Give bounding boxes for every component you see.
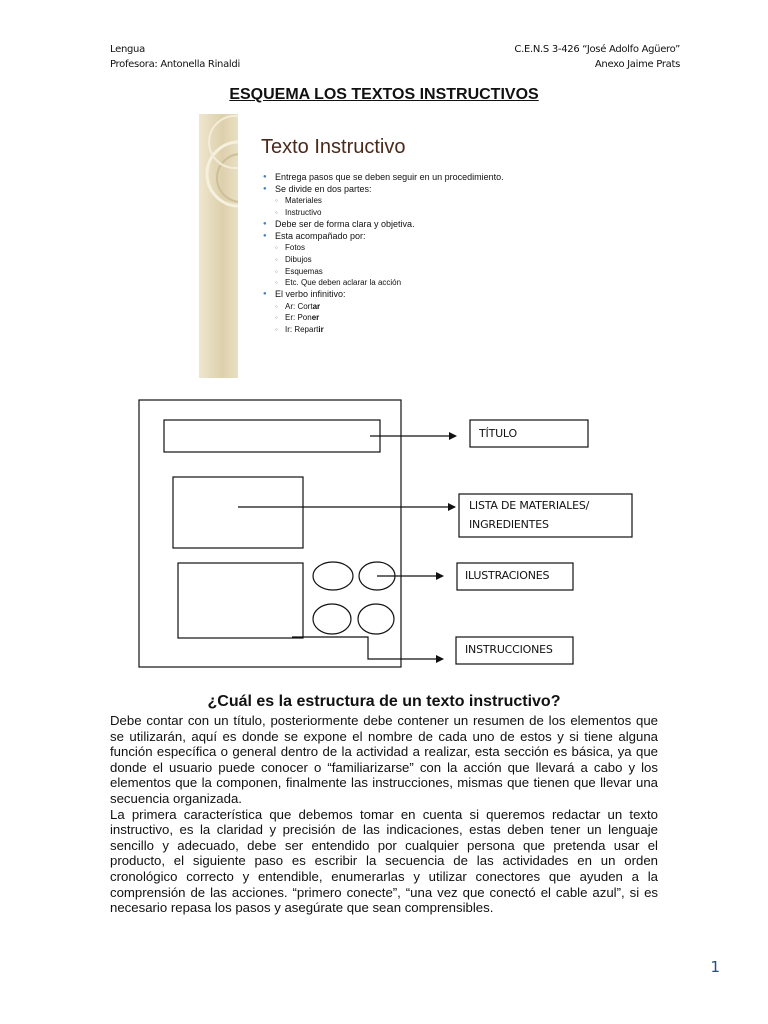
materials-box bbox=[173, 477, 303, 548]
illustration-oval bbox=[313, 604, 351, 634]
illustration-oval bbox=[313, 562, 353, 590]
slide-title: Texto Instructivo bbox=[261, 136, 406, 158]
label-ilustraciones: ILUSTRACIONES bbox=[465, 569, 550, 582]
label-instrucciones: INSTRUCCIONES bbox=[465, 643, 553, 656]
list-item: ◦ Materiales bbox=[261, 195, 504, 207]
list-item: ◦ Dibujos bbox=[261, 254, 504, 266]
label-materiales-line1: LISTA DE MATERIALES/ bbox=[469, 499, 590, 512]
label-materiales-line2: INGREDIENTES bbox=[469, 518, 549, 531]
teacher-label: Profesora: Antonella Rinaldi bbox=[110, 59, 240, 70]
instructions-box bbox=[178, 563, 303, 638]
list-item: ● El verbo infinitivo: bbox=[261, 289, 504, 301]
annex-label: Anexo Jaime Prats bbox=[594, 59, 680, 70]
school-label: C.E.N.S 3-426 “José Adolfo Agüero” bbox=[514, 44, 680, 55]
list-item: ● Esta acompañado por: bbox=[261, 231, 504, 243]
label-titulo: TÍTULO bbox=[479, 427, 517, 440]
list-item: ◦ Esquemas bbox=[261, 266, 504, 278]
list-item: ● Entrega pasos que se deben seguir en un procedimiento. bbox=[261, 172, 504, 184]
paragraph: La primera característica que debemos tomar en cuenta si queremos redactar un texto instructivo, es la claridad y precisión de las indicaciones, estas deben tener un lenguaje sencillo y adecuado, debe ser entendido por cualquier persona que pretenda usar el producto, el siguiente paso es escribir la secuencia de las actividades en un orden cronológico correcto y entendible, enumerarlas y utilizar conectores que ayuden a la comprensión de las acciones. “primero conecte”, “una vez que conectó el cable azul”, si es necesario repasa los pasos y asegúrate que sean comprensibles. bbox=[110, 806, 658, 916]
verb-item: ◦ Ar: Cortar bbox=[261, 301, 504, 313]
list-item: ● Se divide en dos partes: bbox=[261, 184, 504, 196]
arrow-instrucciones bbox=[292, 637, 443, 659]
list-item: ◦ Fotos bbox=[261, 242, 504, 254]
title-box bbox=[164, 420, 380, 452]
list-item: ◦ Etc. Que deben aclarar la acción bbox=[261, 277, 504, 289]
verb-item: ◦ Er: Poner bbox=[261, 312, 504, 324]
list-item: ◦ Instructivo bbox=[261, 207, 504, 219]
paragraph: Debe contar con un título, posteriormente debe contener un resumen de los elementos que se utilizarán, aquí es donde se expone el nombre de cada uno de estos y si tiene alguna función específica o general dentro de la actividad a realizar, esta sección es básica, ya que donde el usuario puede conocer o “familiarizarse” con la acción que llevará a cabo y los elementos que la componen, finalmente las instrucciones, mismas que tienen que llevar una secuencia organizada. bbox=[110, 713, 658, 806]
verb-item: ◦ Ir: Repartir bbox=[261, 324, 504, 336]
page-number: 1 bbox=[710, 958, 720, 976]
illustration-oval bbox=[358, 604, 394, 634]
list-item: ● Debe ser de forma clara y objetiva. bbox=[261, 219, 504, 231]
subject-label: Lengua bbox=[110, 44, 145, 55]
body-text bbox=[110, 713, 658, 916]
document-title: ESQUEMA LOS TEXTOS INSTRUCTIVOS bbox=[229, 86, 539, 103]
section-heading: ¿Cuál es la estructura de un texto instructivo? bbox=[207, 693, 561, 710]
